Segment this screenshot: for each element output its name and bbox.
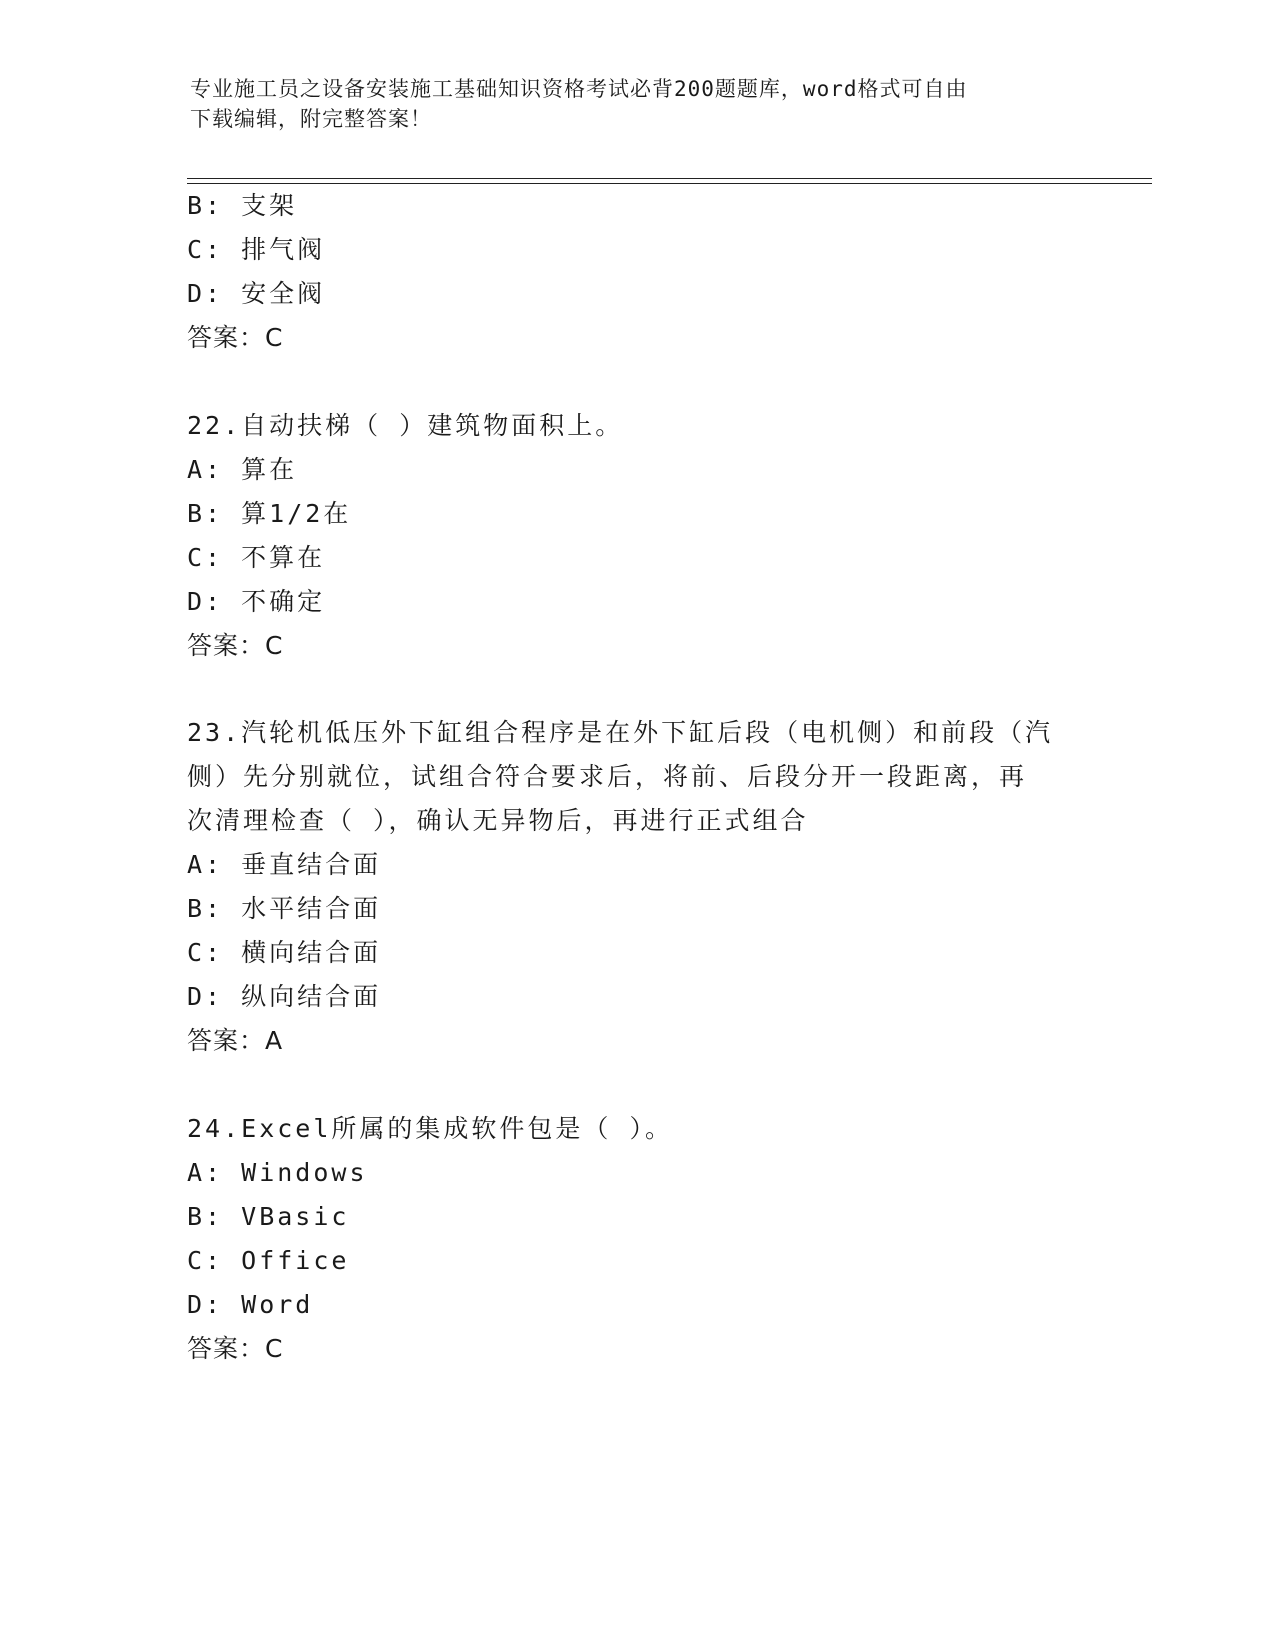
option-line: A: Windows	[187, 1158, 368, 1187]
option-line: D: Word	[187, 1290, 314, 1319]
option-line: D: 纵向结合面	[187, 982, 382, 1011]
option-line: B: 算1/2在	[187, 499, 352, 528]
option-line: D: 安全阀	[187, 279, 326, 308]
answer-line: 答案：C	[187, 323, 284, 352]
answer-line: 答案：C	[187, 631, 284, 660]
option-line: C: 横向结合面	[187, 938, 382, 967]
option-line: D: 不确定	[187, 587, 326, 616]
question-stem: 次清理检查（ ），确认无异物后，再进行正式组合	[187, 806, 809, 835]
option-line: B: 水平结合面	[187, 894, 382, 923]
question-stem: 侧）先分别就位，试组合符合要求后，将前、后段分开一段距离，再	[187, 762, 1028, 791]
answer-line: 答案：C	[187, 1334, 284, 1363]
option-line: A: 垂直结合面	[187, 850, 382, 879]
option-line: A: 算在	[187, 455, 298, 484]
question-stem: 23.汽轮机低压外下缸组合程序是在外下缸后段（电机侧）和前段（汽	[187, 718, 1054, 747]
document-header	[190, 74, 1090, 134]
question-stem: 24.Excel所属的集成软件包是（ ）。	[187, 1114, 673, 1143]
header-line-1: 专业施工员之设备安装施工基础知识资格考试必背200题题库，word格式可自由	[190, 77, 968, 101]
option-line: B: 支架	[187, 191, 298, 220]
option-line: B: VBasic	[187, 1202, 350, 1231]
option-line: C: 不算在	[187, 543, 326, 572]
header-divider-bottom	[187, 183, 1152, 184]
header-divider-top	[187, 178, 1152, 179]
question-stem: 22.自动扶梯（ ）建筑物面积上。	[187, 411, 624, 440]
header-line-2: 下载编辑，附完整答案！	[190, 107, 432, 131]
answer-line: 答案：A	[187, 1026, 284, 1055]
option-line: C: 排气阀	[187, 235, 326, 264]
option-line: C: Office	[187, 1246, 350, 1275]
